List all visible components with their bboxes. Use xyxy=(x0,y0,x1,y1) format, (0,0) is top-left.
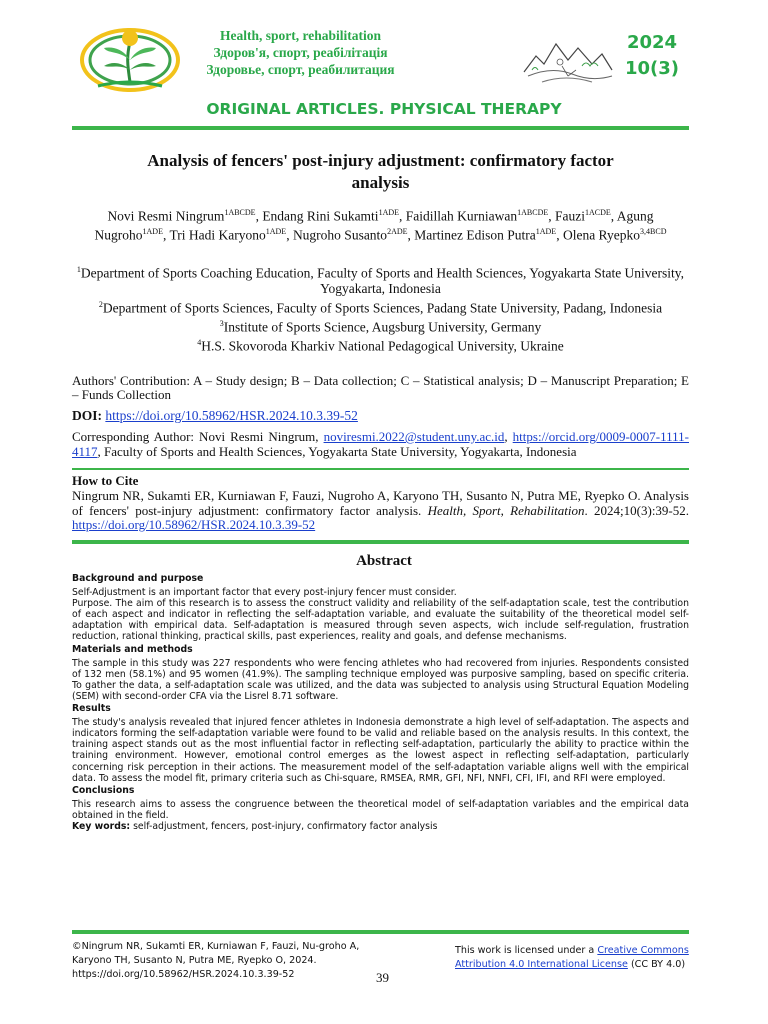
affiliation-item xyxy=(72,316,689,335)
keywords-label: Key words: xyxy=(72,820,131,832)
author-name: Agung Nugroho xyxy=(94,208,654,243)
article-title-line-2: analysis xyxy=(351,173,410,192)
conclusions-paragraph: This research aims to assess the congruence between the theoretical model of self-adaptation variables and the empirical data obtained in the field. xyxy=(72,798,689,821)
author-name: Faidillah Kurniawan xyxy=(405,208,518,224)
affiliation-text: Department of Sports Sciences, Faculty of Sports Sciences, Padang State University, Padang, Indonesia xyxy=(102,300,663,315)
cite-prefix: Ningrum NR, Sukamti ER, Kurniawan F, Fauzi, Nugroho A, Karyono TH, Susanto N, Putra ME, Ryepko O. Analysis of fencers' post-injury adjustment: confirmatory factor analysis. xyxy=(72,488,689,518)
author-separator: , xyxy=(407,227,415,243)
conclusions-heading: Conclusions xyxy=(72,784,135,796)
section-heading: ORIGINAL ARTICLES. PHYSICAL THERAPY xyxy=(206,100,562,118)
cite-doi-link[interactable]: https://doi.org/10.58962/HSR.2024.10.3.39-52 xyxy=(72,517,316,532)
author-list xyxy=(72,205,689,243)
author-affiliation-marker: 1ADE xyxy=(142,227,163,236)
author-separator: , xyxy=(556,227,563,243)
results-heading: Results xyxy=(72,703,111,715)
orcid-link[interactable]: https://orcid.org/0009-0007-1111-4117 xyxy=(72,429,689,459)
journal-title-uk: Здоров'я, спорт, реабілітація xyxy=(213,45,388,60)
affiliation-list xyxy=(72,262,689,354)
footer-divider xyxy=(72,930,689,934)
cite-journal: Health, Sport, Rehabilitation xyxy=(427,502,585,518)
affiliation-number: 1 xyxy=(76,265,81,274)
affiliation-text: H.S. Skovoroda Kharkiv National Pedagogical University, Ukraine xyxy=(201,338,564,353)
journal-titles xyxy=(188,27,413,78)
abstract-heading: Abstract xyxy=(356,553,412,569)
corresponding-suffix: , Faculty of Sports and Health Sciences, Yogyakarta State University, Yogyakarta, Indonesia xyxy=(97,443,577,459)
author-affiliation-marker: 1ADE xyxy=(535,227,557,236)
author-separator: , xyxy=(162,227,170,243)
license-suffix: (CC BY 4.0) xyxy=(627,959,686,970)
copyright-notice: ©Ningrum NR, Sukamti ER, Kurniawan F, Fauzi, Nu-groho A, Karyono TH, Susanto N, Putra ME, Ryepko O, 2024. https://doi.org/10.58962/HSR.2024.10.3.39-52 xyxy=(72,941,360,980)
author-name: Martinez Edison Putra xyxy=(414,227,536,243)
author-affiliation-marker: 1ABCDE xyxy=(224,208,256,217)
affiliation-item xyxy=(72,335,689,354)
affiliation-number: 3 xyxy=(219,318,224,328)
doi-label: DOI: xyxy=(72,408,102,423)
author-separator: , xyxy=(610,208,617,224)
journal-year: 2024 xyxy=(626,32,678,53)
license-notice xyxy=(455,944,695,972)
license-prefix: This work is licensed under a xyxy=(455,945,598,956)
journal-title-ru: Здоровье, спорт, реабилитация xyxy=(206,62,395,77)
year-volume xyxy=(622,30,682,82)
background-paragraph-2: Purpose. The aim of this research is to assess the construct validity and reliability of the self-adaptation scale, test the contribution of each aspect and indicator in reflecting the self-adaptation variable, and evaluate the suitability of the theoretical model self-adaptation with empirical data. Self-adaptation is measured through seven aspects, wich include self-regulation, frustration reduction, rational thinking, practical skills, past experiences, reality and goals, and defense mechanisms. xyxy=(72,598,689,643)
cite-suffix: . 2024;10(3):39-52. xyxy=(584,502,690,518)
corresponding-author: Corresponding Author: Novi Resmi Ningrum, noviresmi.2022@student.uny.ac.id, https://orcid.org/0009-0007-1111-4117, Faculty of Sports and Health Sciences, Yogyakarta State University, Yogyakarta, Indonesia xyxy=(72,429,689,459)
authors-contribution: Authors' Contribution: A – Study design; B – Data collection; C – Statistical analysis; D – Manuscript Preparation; E – Funds Collection xyxy=(72,373,689,402)
author-affiliation-marker: 1ABCDE xyxy=(517,208,549,217)
keywords-text: self-adjustment, fencers, post-injury, confirmatory factor analysis xyxy=(130,820,438,832)
author-affiliation-marker: 1ADE xyxy=(265,227,287,236)
author-affiliation-marker: 1ACDE xyxy=(585,208,611,217)
author-affiliation-marker: 3,4BCD xyxy=(640,227,667,236)
methods-paragraph: The sample in this study was 227 respondents who were fencing athletes who had recovered from injuries. Respondents consisted of 132 men (58.1%) and 95 women (41.9%). The sampling technique employed was purposive sampling, based on specific criteria. To gather the data, a self-adaptation scale was utilized, and the data was subjected to analysis using Structural Equation Modeling (SEM) with second-order CFA via the Lisrel 8.71 software. xyxy=(72,657,689,702)
corresponding-prefix: Corresponding Author: Novi Resmi Ningrum, xyxy=(72,429,319,444)
author-name: Nugroho Susanto xyxy=(292,227,388,243)
author-separator: , xyxy=(286,227,293,243)
author-affiliation-marker: 1ADE xyxy=(378,208,400,217)
methods-heading: Materials and methods xyxy=(72,643,193,655)
author-affiliation-marker: 2ADE xyxy=(387,227,408,236)
journal-logo xyxy=(78,20,182,94)
article-title-line-1: Analysis of fencers' post-injury adjustment: confirmatory factor xyxy=(147,151,614,170)
background-paragraph-1: Self-Adjustment is an important factor that every post-injury fencer must consider. xyxy=(72,587,457,599)
affiliation-text: Department of Sports Coaching Education, Faculty of Sports and Health Sciences, Yogyakarta State University, Yogyakarta, Indonesia xyxy=(80,265,685,296)
affiliation-number: 4 xyxy=(197,337,202,347)
author-name: Tri Hadi Karyono xyxy=(169,227,266,243)
author-separator: , xyxy=(399,208,406,224)
corresponding-email-link[interactable]: noviresmi.2022@student.uny.ac.id xyxy=(323,429,505,444)
journal-issue: 10(3) xyxy=(624,58,680,79)
doi-link[interactable]: https://doi.org/10.58962/HSR.2024.10.3.39-52 xyxy=(105,408,358,423)
article-title xyxy=(72,150,689,194)
author-separator: , xyxy=(548,208,555,224)
cite-divider-bottom xyxy=(72,540,689,544)
header-divider xyxy=(72,126,689,130)
author-name: Endang Rini Sukamti xyxy=(262,208,379,224)
affiliation-item xyxy=(72,262,689,297)
landscape-illustration xyxy=(522,26,614,88)
background-heading: Background and purpose xyxy=(72,573,204,584)
affiliation-number: 2 xyxy=(98,299,103,309)
license-link[interactable]: Creative Commons Attribution 4.0 International License xyxy=(455,945,689,970)
doi-line xyxy=(72,408,689,424)
results-paragraph: The study's analysis revealed that injured fencer athletes in Indonesia demonstrate a high level of self-adaptation. The aspects and indicators forming the self-adaptation variable were found to be valid and reliable based on the analysis results. In this context, the training aspect stands out as the most influential factor in reflecting self-adaptation, particularly the ability to practice within the training environment. However, emotional control emerges as the lowest aspect in reflecting self-adaptation, particularly concerning risk perception in their actions. The measurement model of the self-adaptation variable aligns well with the empirical data. To assess the model fit, primary criteria such as Chi-square, RMSEA, RMR, GFI, NFI, NNFI, CFI, IFI, and RFI were employed. xyxy=(72,717,689,784)
how-to-cite-heading: How to Cite xyxy=(72,473,139,488)
author-name: Olena Ryepko xyxy=(562,227,641,243)
affiliation-text: Institute of Sports Science, Augsburg University, Germany xyxy=(223,319,542,334)
keywords-line xyxy=(72,821,689,832)
author-separator: , xyxy=(255,208,263,224)
citation-text xyxy=(72,489,689,533)
cite-divider-top xyxy=(72,468,689,470)
abstract-body xyxy=(72,572,689,832)
author-name: Novi Resmi Ningrum xyxy=(107,208,225,224)
author-name: Fauzi xyxy=(555,208,585,224)
affiliation-item xyxy=(72,297,689,316)
page-number: 39 xyxy=(376,970,389,985)
journal-title-en: Health, sport, rehabilitation xyxy=(219,28,381,43)
